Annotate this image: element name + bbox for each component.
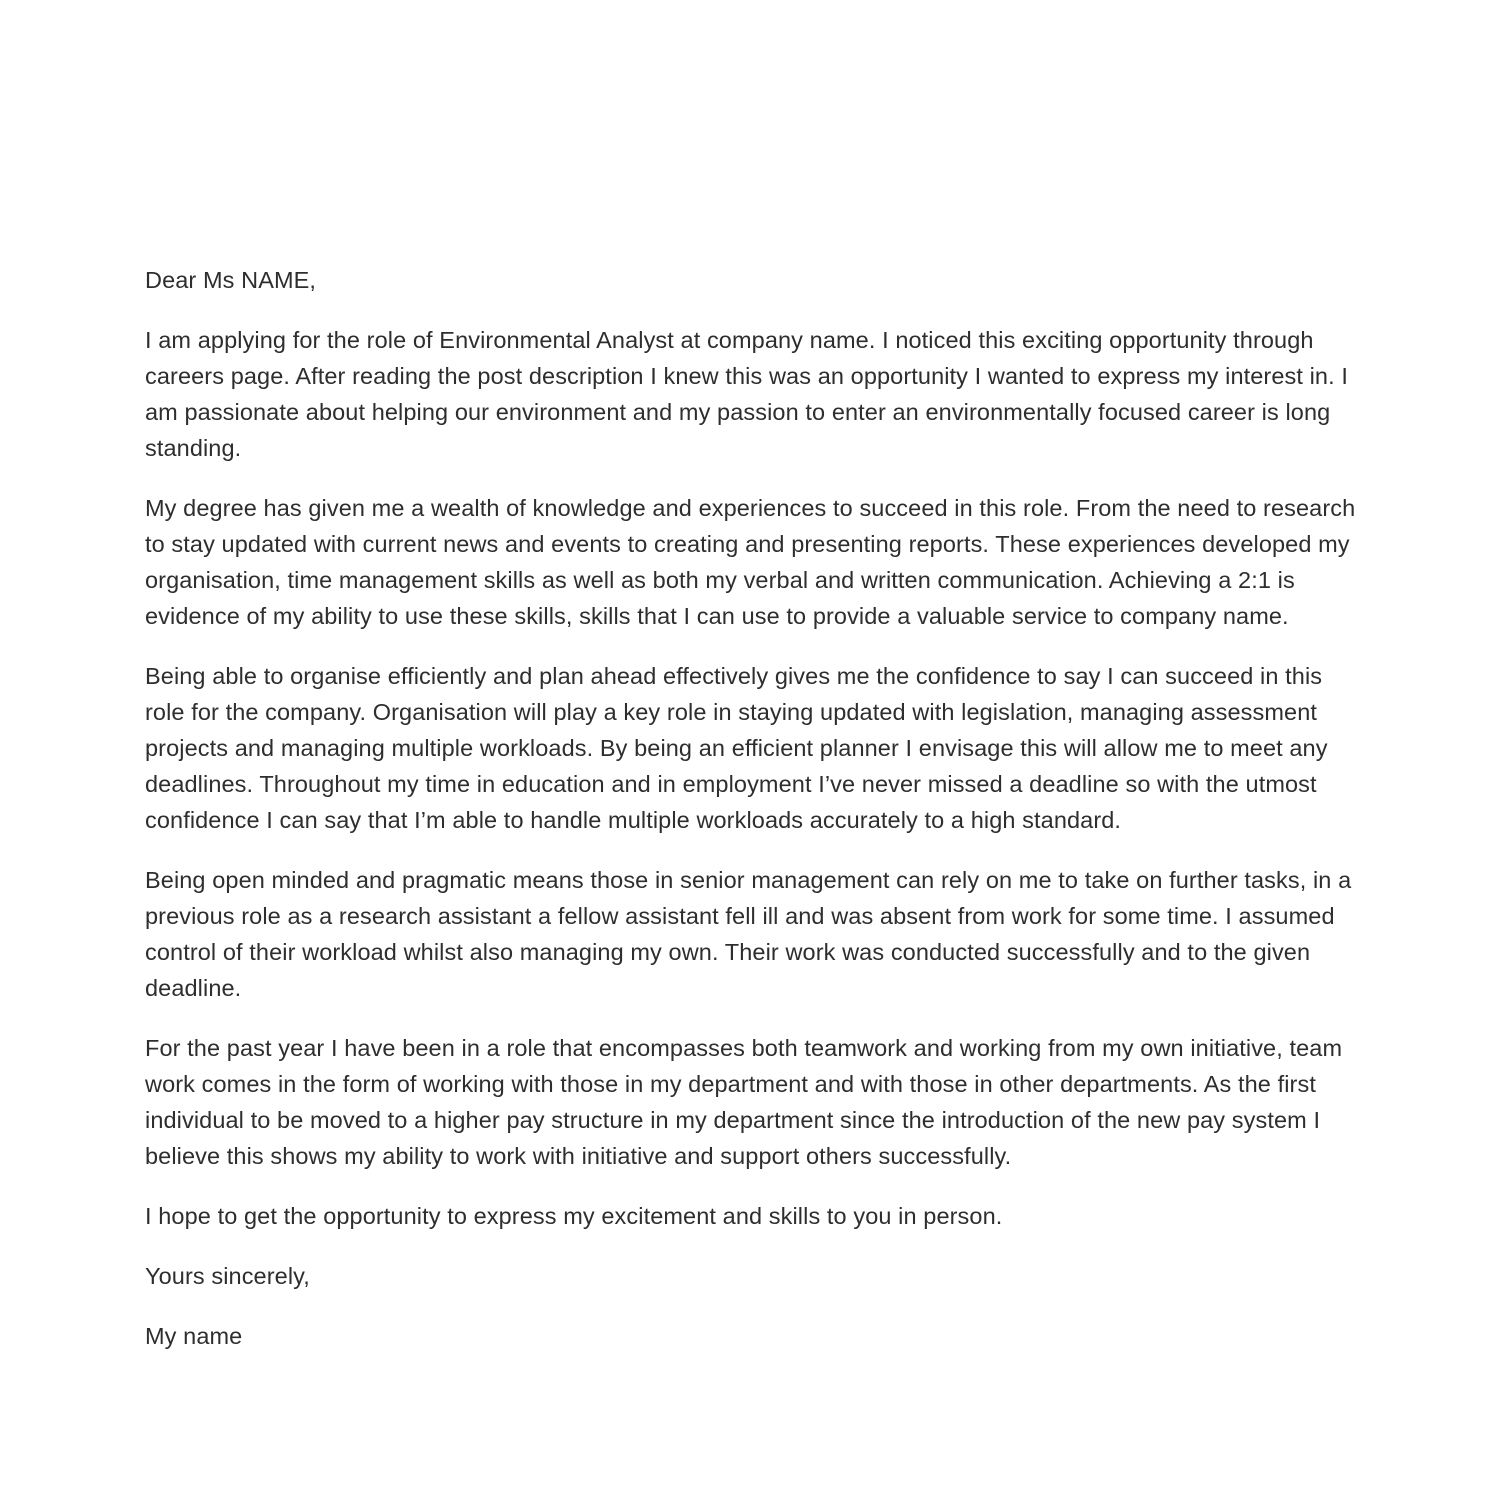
paragraph-teamwork: For the past year I have been in a role that encompasses both teamwork and working from my own initiative, team work comes in the form of working with those in my department and with those in other departments. As the first individual to be moved to a higher pay structure in my department since the introduction of the new pay system I believe this shows my ability to work with initiative and support others successfully. [145, 1035, 1349, 1169]
paragraph-degree: My degree has given me a wealth of knowledge and experiences to succeed in this role. From the need to research to stay updated with current news and events to creating and presenting reports. These experiences developed my organisation, time management skills as well as both my verbal and written communication. Achieving a 2:1 is evidence of my ability to use these skills, skills that I can use to provide a valuable service to company name. [145, 495, 1362, 629]
paragraph-closing: I hope to get the opportunity to express my excitement and skills to you in person. [145, 1203, 1003, 1229]
paragraph-introduction: I am applying for the role of Environmental Analyst at company name. I noticed this exciting opportunity through careers page. After reading the post description I knew this was an opportunity I wanted to express my interest in. I am passionate about helping our environment and my passion to enter an environmentally focused career is long standing. [145, 327, 1355, 461]
paragraph-open-minded: Being open minded and pragmatic means those in senior management can rely on me to take on further tasks, in a previous role as a research assistant a fellow assistant fell ill and was absent from work for some time. I assumed control of their workload whilst also managing my own. Their work was conducted successfully and to the given deadline. [145, 867, 1358, 1001]
paragraph-organisation: Being able to organise efficiently and plan ahead effectively gives me the confidence to say I can succeed in this role for the company. Organisation will play a key role in staying updated with legislation, managing assessment projects and managing multiple workloads. By being an efficient planner I envisage this will allow me to meet any deadlines. Throughout my time in education and in employment I’ve never missed a deadline so with the utmost confidence I can say that I’m able to handle multiple workloads accurately to a high standard. [145, 663, 1335, 833]
greeting-line: Dear Ms NAME, [145, 267, 317, 293]
letter-body [145, 262, 1363, 1378]
sign-off-line: Yours sincerely, [145, 1263, 310, 1289]
signature-line: My name [145, 1323, 243, 1349]
